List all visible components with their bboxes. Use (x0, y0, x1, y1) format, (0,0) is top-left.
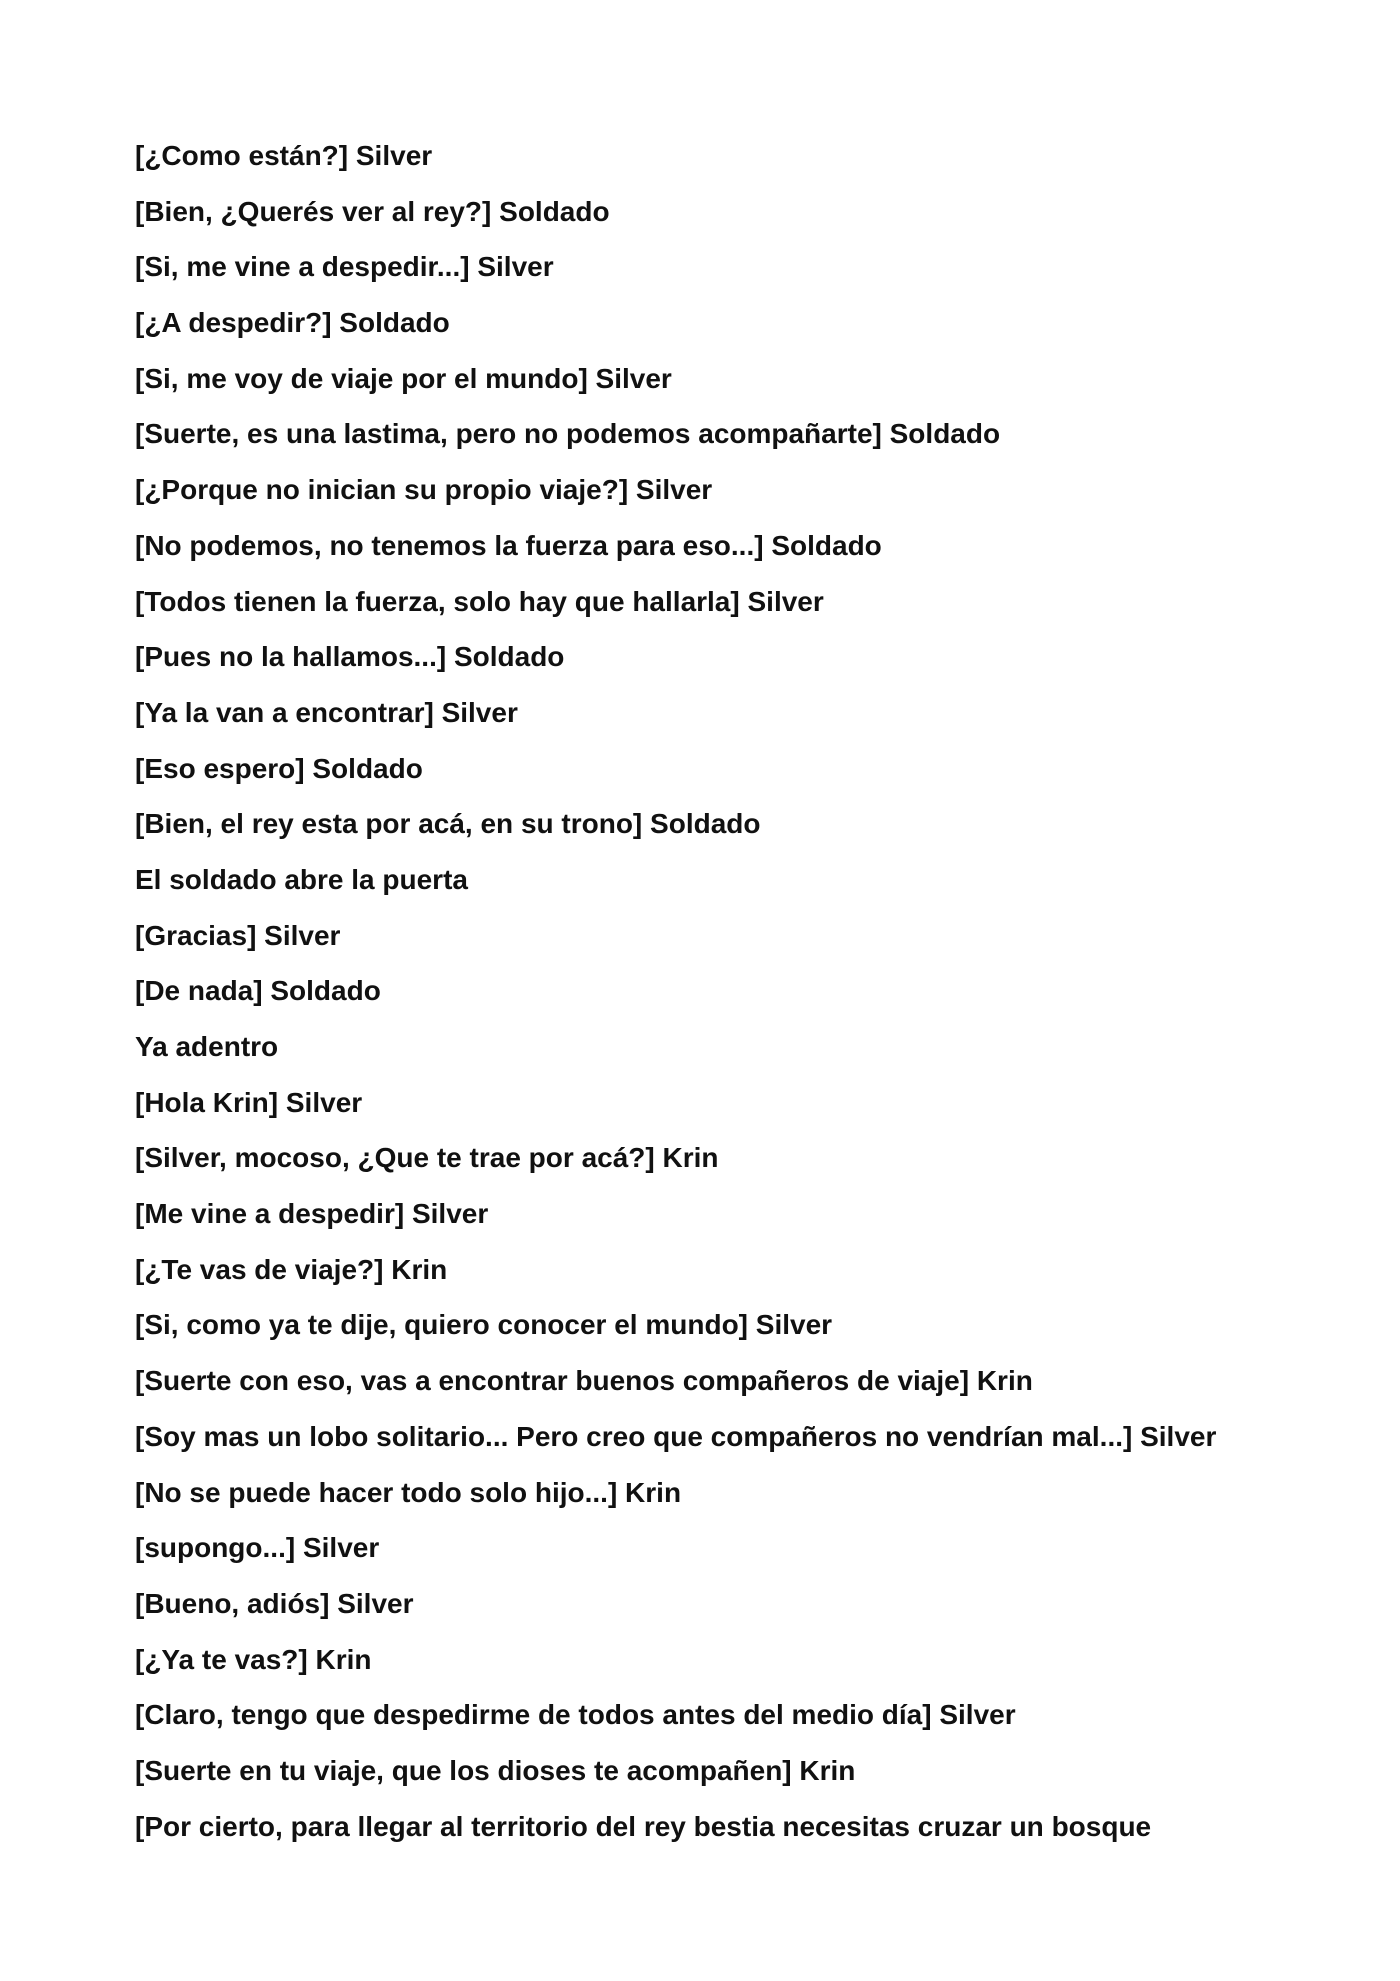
dialogue-line: [Gracias] Silver (135, 919, 341, 951)
dialogue-line: [Suerte, es una lastima, pero no podemos acompañarte] Soldado (135, 418, 1001, 450)
dialogue-line: [Si, me vine a despedir...] Silver (135, 251, 554, 283)
dialogue-line: [¿Porque no inician su propio viaje?] Silver (135, 474, 713, 506)
dialogue-line: [Si, como ya te dije, quiero conocer el mundo] Silver (135, 1309, 833, 1341)
dialogue-line: [Suerte en tu viaje, que los dioses te acompañen] Krin (135, 1754, 856, 1786)
dialogue-line: [¿Como están?] Silver (135, 140, 433, 171)
dialogue-line: [supongo...] Silver (135, 1532, 380, 1564)
dialogue-line: [Hola Krin] Silver (135, 1086, 363, 1118)
dialogue-line: [No se puede hacer todo solo hijo...] Krin (135, 1476, 682, 1508)
narration-line: El soldado abre la puerta (135, 863, 468, 895)
dialogue-line: [Ya la van a encontrar] Silver (135, 696, 518, 728)
dialogue-line: [No podemos, no tenemos la fuerza para eso...] Soldado (135, 529, 882, 561)
dialogue-line: [Claro, tengo que despedirme de todos antes del medio día] Silver (135, 1699, 1016, 1731)
dialogue-line: [Soy mas un lobo solitario... Pero creo que compañeros no vendrían mal...] Silver (135, 1420, 1217, 1452)
dialogue-line: [Si, me voy de viaje por el mundo] Silver (135, 362, 672, 394)
dialogue-line: [Bien, el rey esta por acá, en su trono] Soldado (135, 808, 761, 840)
dialogue-line: [Bueno, adiós] Silver (135, 1587, 414, 1619)
dialogue-line: [Todos tienen la fuerza, solo hay que hallarla] Silver (135, 585, 824, 617)
narration-line: Ya adentro (135, 1031, 279, 1062)
dialogue-line: [Pues no la hallamos...] Soldado (135, 641, 565, 673)
dialogue-line: [¿Ya te vas?] Krin (135, 1643, 372, 1675)
dialogue-line: [Suerte con eso, vas a encontrar buenos compañeros de viaje] Krin (135, 1365, 1033, 1397)
dialogue-line: [Eso espero] Soldado (135, 752, 423, 784)
dialogue-line: [¿Te vas de viaje?] Krin (135, 1253, 448, 1285)
dialogue-line: [De nada] Soldado (135, 975, 381, 1007)
dialogue-line: [Bien, ¿Querés ver al rey?] Soldado (135, 195, 610, 227)
dialogue-text (135, 128, 1335, 1854)
dialogue-line: [Me vine a despedir] Silver (135, 1198, 489, 1230)
dialogue-line: [Silver, mocoso, ¿Que te trae por acá?] Krin (135, 1142, 719, 1174)
dialogue-line: [¿A despedir?] Soldado (135, 307, 450, 339)
dialogue-line: [Por cierto, para llegar al territorio del rey bestia necesitas cruzar un bosque (135, 1810, 1152, 1842)
